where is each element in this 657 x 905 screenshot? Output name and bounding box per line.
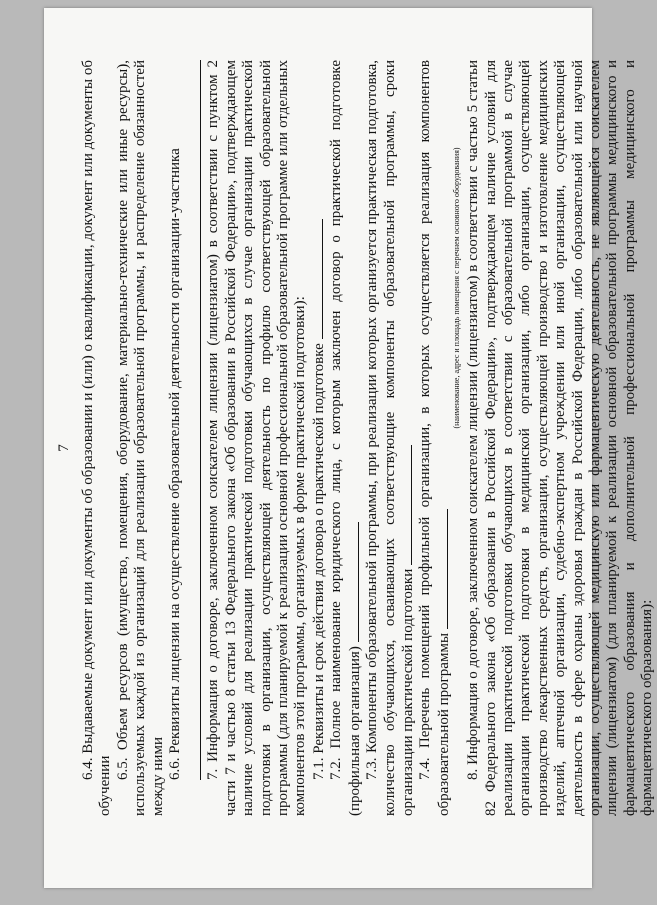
item-text: Перечень помещений профильной организации, в которых осуществляется реализация компонентов образовательной программы	[417, 59, 452, 816]
item-text: Компоненты образовательной программы, при реализации которых организуется практическая подготовка, количество обучающихся, осваивающих соответствующие компоненты образовательной программы, сроки организации практической подготовки	[364, 60, 416, 816]
item-text: Информация о договоре, заключенном соискателем лицензии (лицензиатом) в соответствии с пунктом 2 части 7 и частью 8 статьи 13 Федерального закона «Об образовании в Российской Федерации», подтверждающем наличие условий для реализации практической подготовки обучающихся в случае организации практической подготовки в организации, осуществляющей деятельность по профилю соответствующей образовательной программы (для планируемой к реализации основной профессиональной образовательной программе или отдельных компонентов этой программы, организуемых в форме практической подготовки):	[205, 59, 309, 816]
item-7-1	[310, 60, 328, 816]
item-7-3	[364, 60, 417, 816]
fill-line	[399, 445, 412, 565]
item-number: 7.1.	[310, 757, 327, 780]
item-number: 7.	[205, 768, 222, 780]
field-caption: (наименование, адрес и площадь помещения с перечнем основного оборудования)	[452, 147, 462, 429]
item-number: 7.2.	[328, 757, 345, 780]
fill-line	[346, 522, 359, 642]
item-8	[465, 60, 656, 816]
item-6-4	[80, 60, 115, 816]
item-number: 6.6.	[167, 757, 184, 780]
item-6-5	[115, 60, 167, 816]
item-number: 6.4.	[80, 757, 96, 780]
fill-line	[435, 509, 448, 629]
rotated-page-content	[44, 8, 656, 888]
item-7	[205, 60, 309, 816]
item-number: 6.5.	[114, 757, 131, 780]
item-text: Выдаваемые документ или документы об образовании и (или) о квалификации, документ или документы об обучении	[80, 60, 114, 816]
fill-line	[310, 219, 323, 339]
item-text: Реквизиты и срок действия договора о практической подготовке	[310, 343, 327, 754]
item-text: Полное наименование юридического лица, с которым заключен договор о практической подготовке (профильная организация)	[328, 59, 363, 816]
item-text: Информация о договоре, заключенном соискателем лицензии (лицензиатом) в соответствии с частью 5 статьи 82 Федерального закона «Об образовании в Российской Федерации», подтверждающем наличие условий для реализации практической подготовки обучающихся в соответствии с образовательной программой в случае организации практической подготовки в медицинской организации, либо организации, осуществляющей производство лекарственных средств, организации, осуществляющей производство и изготовление медицинских изделий, аптечной организации, судебно-экспертном учреждении или иной организации, осуществляющей деятельность в сфере охраны здоровья граждан в Российской Федерации, либо образовательной или научной организации, осуществляющей медицинскую или фармацевтическую деятельность, не являющейся соискателем лицензии (лицензиатом) (для планируемой к реализации основной образовательной программы медицинского и фармацевтического образования и дополнительной профессиональной программы медицинского и фармацевтического образования):	[465, 60, 656, 816]
item-number: 8.	[465, 768, 482, 780]
item-text: Реквизиты лицензии на осуществление образовательной деятельности организации-участника	[167, 148, 184, 754]
item-number: 7.4.	[417, 757, 434, 780]
item-6-6	[167, 60, 184, 816]
item-number: 7.3.	[364, 757, 381, 780]
document-page	[44, 8, 656, 888]
item-7-2	[328, 60, 364, 816]
page-number: 7	[56, 444, 72, 452]
item-7-4	[417, 60, 453, 816]
fill-line	[184, 60, 201, 780]
document-body	[80, 60, 657, 816]
item-text: Объем ресурсов (имущество, помещения, оборудование, материально-технические или иные ресурсы), используемых каждой из организаций для реализации образовательной программы, и распределение обязанностей между ними	[114, 60, 166, 816]
